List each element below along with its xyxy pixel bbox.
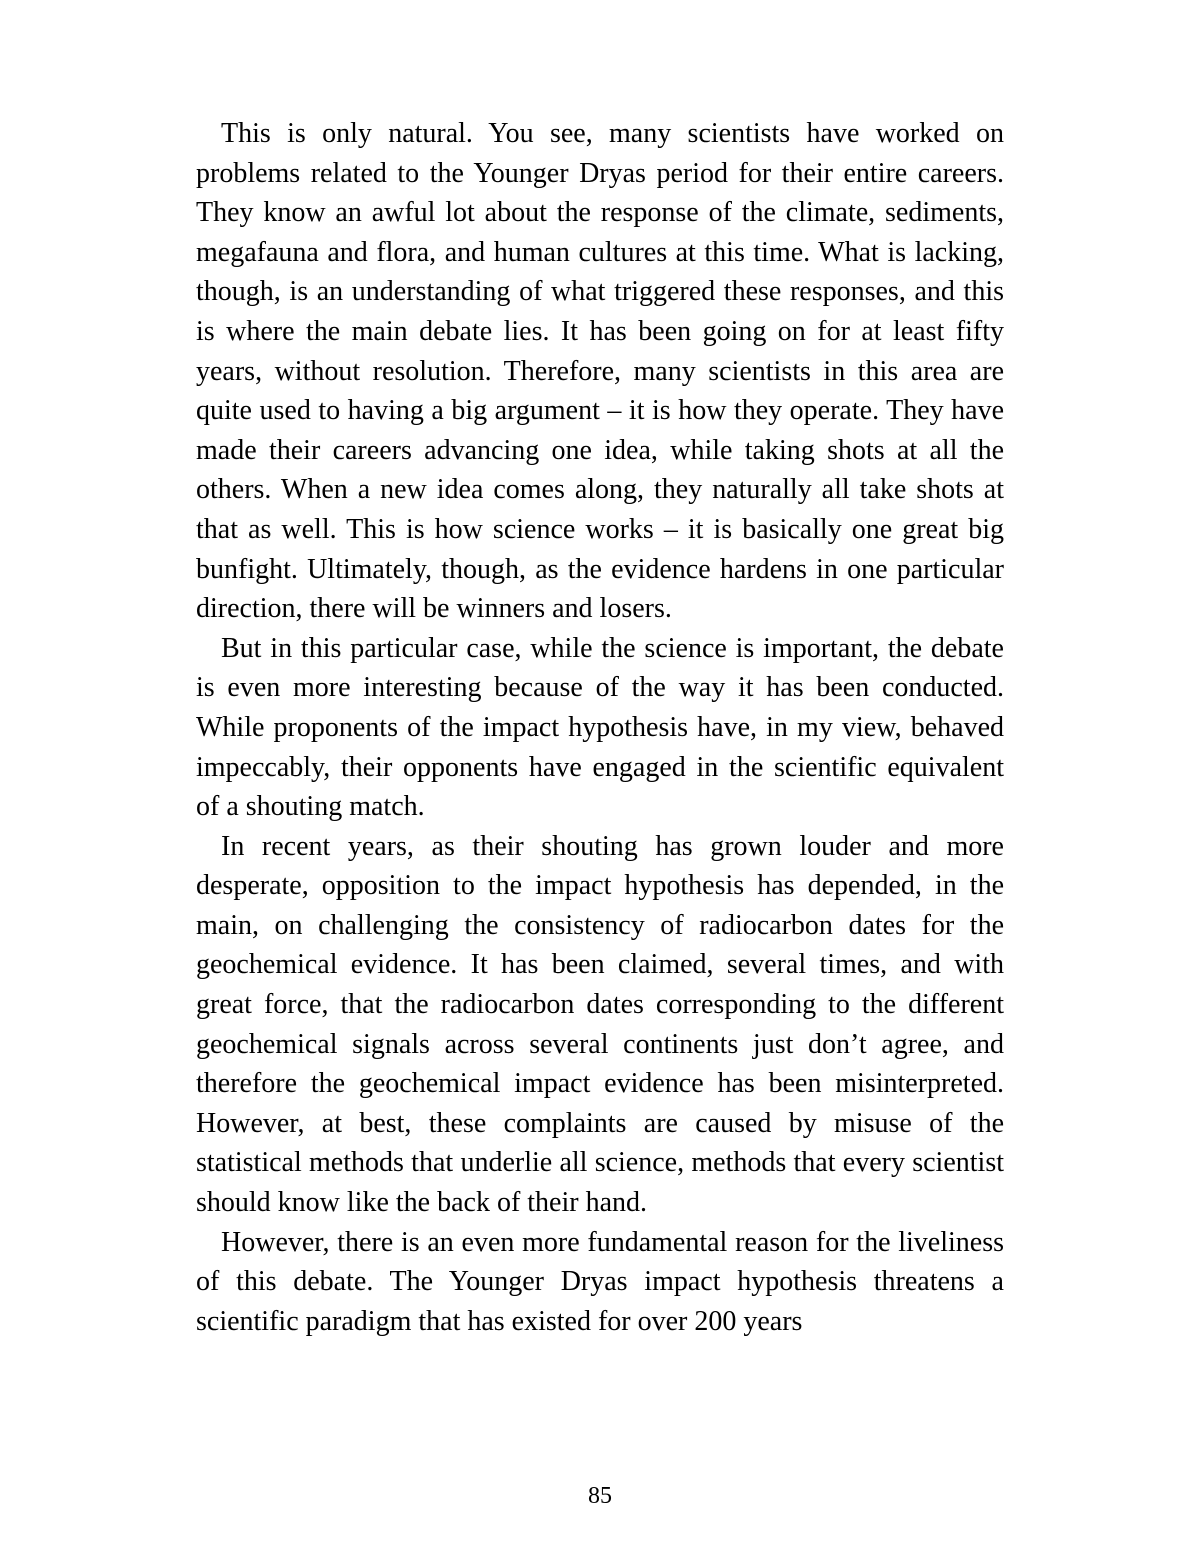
paragraph-1: This is only natural. You see, many scientists have worked on problems related to the Younger Dryas period for their entire careers. They know an awful lot about the response of the climate, sediments, megafauna and flora, and human cultures at this time. What is lacking, though, is an understanding of what triggered these responses, and this is where the main debate lies. It has been going on for at least fifty years, without resolution. Therefore, many scientists in this area are quite used to having a big argument – it is how they operate. They have made their careers advancing one idea, while taking shots at all the others. When a new idea comes along, they naturally all take shots at that as well. This is how science works – it is basically one great big bunfight. Ultimately, though, as the evidence hardens in one particular direction, there will be winners and losers. [196, 118, 1004, 625]
paragraph-2: But in this particular case, while the science is important, the debate is even more interesting because of the way it has been conducted. While proponents of the impact hypothesis have, in my view, behaved impeccably, their opponents have engaged in the scientific equivalent of a shouting match. [196, 632, 1004, 823]
page-number: 85 [588, 1483, 612, 1509]
paragraph-3: In recent years, as their shouting has grown louder and more desperate, opposition to the impact hypothesis has depended, in the main, on challenging the consistency of radiocarbon dates for the geochemical evidence. It has been claimed, several times, and with great force, that the radiocarbon dates corresponding to the different geochemical signals across several continents just don’t agree, and therefore the geochemical impact evidence has been misinterpreted. However, at best, these complaints are caused by misuse of the statistical methods that underlie all science, methods that every scientist should know like the back of their hand. [196, 830, 1004, 1219]
paragraph-4: However, there is an even more fundamental reason for the liveliness of this debate. The Younger Dryas impact hypothesis threatens a scientific paradigm that has existed for over 200 years [196, 1226, 1004, 1337]
body-text [196, 114, 1004, 1341]
